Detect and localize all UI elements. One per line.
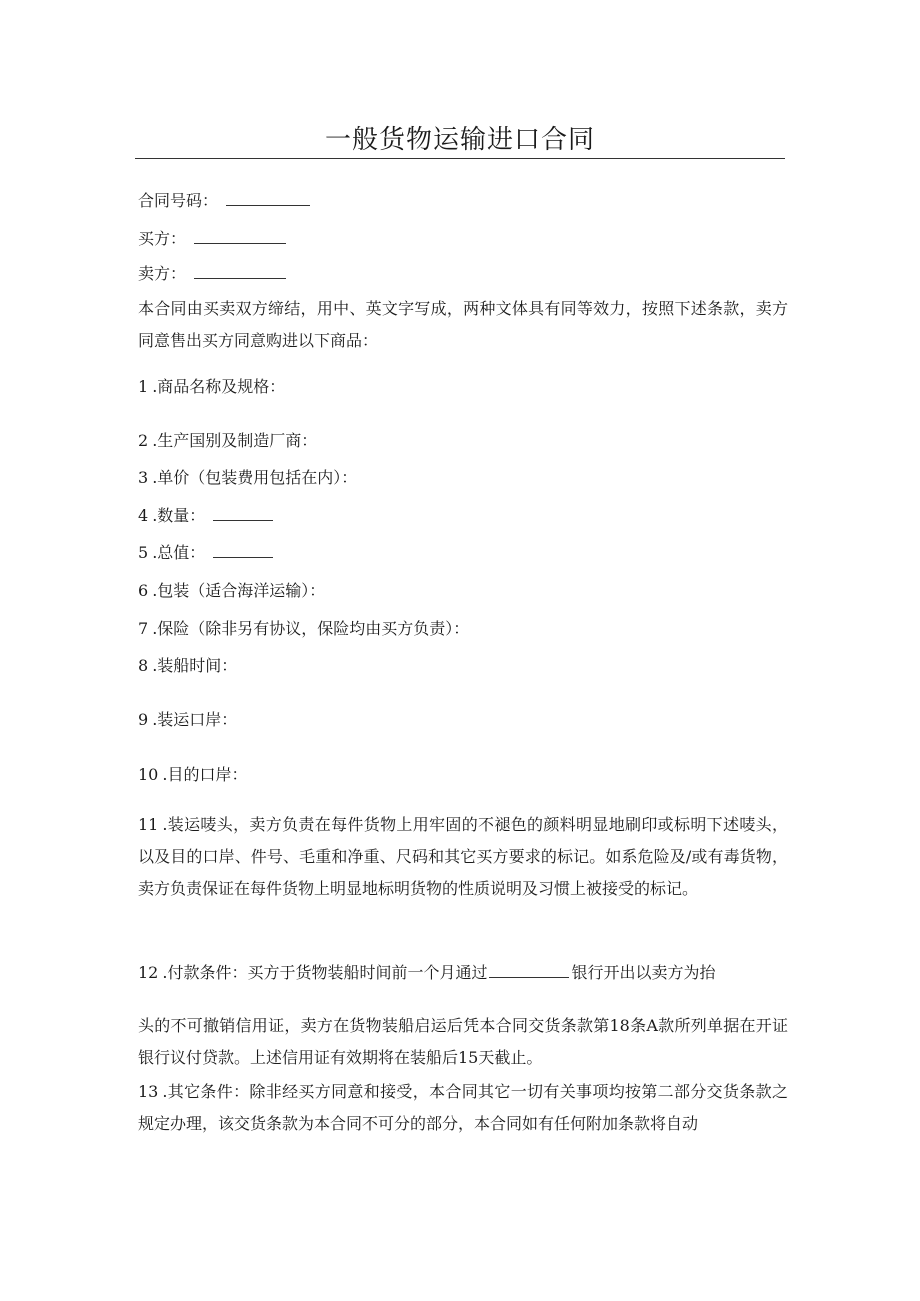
clause-3: [138, 467, 788, 489]
clause-text-before: .付款条件：买方于货物装船时间前一个月通过: [162, 963, 488, 982]
clause-number: 3: [138, 468, 149, 487]
clause-number: 10: [138, 765, 159, 784]
clause-number: 1: [138, 377, 149, 396]
clause-11: [138, 809, 788, 905]
seller-label: 卖方：: [138, 264, 187, 283]
clause-number: 7: [138, 619, 149, 638]
buyer-label: 买方：: [138, 229, 187, 248]
document-title: 一般货物运输进口合同: [324, 125, 595, 155]
title-underline: [135, 158, 785, 159]
contract-number-field: [138, 190, 788, 212]
clause-8: [138, 655, 788, 677]
clause-number: 12: [138, 963, 159, 982]
buyer-field: [138, 228, 788, 250]
clause-number: 4: [138, 506, 149, 525]
clause-text: .装船时间：: [152, 656, 238, 675]
clause-2: [138, 430, 788, 452]
clause-text: .装运口岸：: [152, 710, 238, 729]
clause-text: .生产国别及制造厂商：: [152, 431, 318, 450]
clause-text: .单价（包装费用包括在内）：: [152, 468, 358, 487]
clause-number: 8: [138, 656, 149, 675]
clause-7: [138, 618, 788, 640]
bank-name-blank[interactable]: [489, 963, 569, 978]
clause-number: 9: [138, 710, 149, 729]
clause-number: 13: [138, 1082, 159, 1101]
clause-9: [138, 709, 788, 731]
clause-12-continuation: 头的不可撤销信用证，卖方在货物装船启运后凭本合同交货条款第18条A款所列单据在开证银行议付贷款。上述信用证有效期将在装船后15天截止。: [138, 1016, 788, 1067]
clause-text: .其它条件：除非经买方同意和接受，本合同其它一切有关事项均按第二部分交货条款之规定办理，该交货条款为本合同不可分的部分，本合同如有任何附加条款将自动: [138, 1082, 788, 1133]
clause-text: .目的口岸：: [162, 765, 248, 784]
contract-number-label: 合同号码：: [138, 191, 219, 210]
clause-number: 2: [138, 431, 149, 450]
contract-number-blank[interactable]: [226, 191, 310, 206]
clause-text: .装运唛头，卖方负责在每件货物上用牢固的不褪色的颜料明显地刷印或标明下述唛头，以及目的口岸、件号、毛重和净重、尺码和其它买方要求的标记。如系危险及/或有毒货物，卖方负责保证在每件货物上明显地标明货物的性质说明及习惯上被接受的标记。: [138, 815, 788, 898]
clause-4: [138, 505, 788, 527]
clause-1: [138, 376, 788, 398]
seller-field: [138, 263, 788, 285]
buyer-blank[interactable]: [194, 229, 286, 244]
clause-text-after: 银行开出以卖方为抬: [571, 963, 716, 982]
clause-text: .总值：: [152, 543, 206, 562]
clause-text: .保险（除非另有协议，保险均由买方负责）：: [152, 619, 470, 638]
quantity-blank[interactable]: [213, 506, 273, 521]
intro-paragraph: 本合同由买卖双方缔结，用中、英文字写成，两种文体具有同等效力，按照下述条款，卖方同意售出买方同意购进以下商品：: [138, 299, 788, 350]
total-value-blank[interactable]: [213, 543, 273, 558]
clause-5: [138, 542, 788, 564]
clause-number: 6: [138, 581, 149, 600]
clause-text: .数量：: [152, 506, 206, 525]
clause-number: 11: [138, 815, 159, 834]
seller-blank[interactable]: [194, 264, 286, 279]
clause-text: .包装（适合海洋运输）：: [152, 581, 326, 600]
clause-6: [138, 580, 788, 602]
clause-10: [138, 764, 788, 786]
clause-text: .商品名称及规格：: [152, 377, 286, 396]
clause-number: 5: [138, 543, 149, 562]
clause-13: [138, 1076, 788, 1140]
clause-12: [138, 962, 788, 984]
